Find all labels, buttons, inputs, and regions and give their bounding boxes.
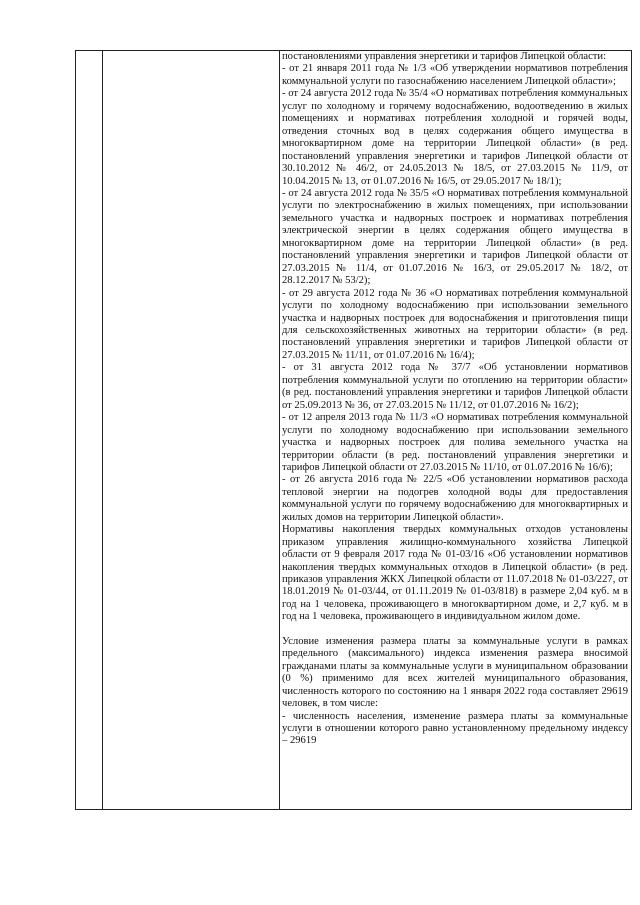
paragraph: - от 12 апреля 2013 года № 11/3 «О нормативах потребления коммунальной услуги по холодному водоснабжению при использовании земельного участка и надворных построек для полива земельного участка на территории области (в ред. постановлений управления энергетики и тарифов Липецкой области от 27.03.2015 № 11/10, от 01.07.2016 № 16/6); bbox=[282, 412, 628, 473]
paragraph: - от 26 августа 2016 года № 22/5 «Об установлении нормативов расхода тепловой энергии на подогрев холодной воды для предоставления коммунальной услуги по горячему водоснабжению для многоквартирных и жилых домов на территории Липецкой области». bbox=[282, 474, 628, 523]
column-number bbox=[76, 51, 103, 809]
paragraph: постановлениями управления энергетики и тарифов Липецкой области: bbox=[282, 51, 607, 62]
paragraph: - от 31 августа 2012 года № 37/7 «Об установлении нормативов потребления коммунальной услуги по отоплению на территории области» (в ред. постановлений управления энергетики и тарифов Липецкой области от 25.09.2013 № 36, от 27.03.2015 № 11/12, от 01.07.2016 № 16/2); bbox=[282, 362, 628, 411]
paragraph: Нормативы накопления твердых коммунальных отходов установлены приказом управления жилищно-коммунального хозяйства Липецкой области от 9 февраля 2017 года № 01-03/16 «Об установлении нормативов накопления твердых коммунальных отходов в Липецкой области» (в ред. приказов управления ЖКХ Липецкой области от 11.07.2018 № 01-03/227, от 18.01.2019 № 01-03/44, от 01.11.2019 № 01-03/818) в размере 2,04 куб. м в год на 1 человека, проживающего в многоквартирном доме, и 2,7 куб. м в год на 1 человека, проживающего в индивидуальном жилом доме. bbox=[282, 524, 628, 623]
paragraph: Условие изменения размера платы за коммунальные услуги в рамках предельного (максимального) индекса изменения размера вносимой гражданами платы за коммунальные услуги в муниципальном образовании (0 %) применимо для всех жителей муниципального образования, численность которого по состоянию на 1 января 2022 года составляет 29619 человек, в том числе: bbox=[282, 635, 628, 710]
paragraph: - численность населения, изменение размера платы за коммунальные услуги в отношении которого равно установленному предельному индексу – 29619 bbox=[282, 710, 628, 747]
spacer bbox=[282, 624, 628, 636]
column-content bbox=[282, 51, 628, 809]
paragraph: - от 21 января 2011 года № 1/3 «Об утверждении нормативов потребления коммунальной услуги по газоснабжению населением Липецкой области»; bbox=[282, 63, 628, 87]
column-name bbox=[102, 51, 280, 809]
paragraph: - от 24 августа 2012 года № 35/4 «О нормативах потребления коммунальных услуг по холодному и горячему водоснабжению, водоотведению в жилых помещениях и нормативах потребления холодной и горячей воды, отведения сточных вод в целях содержания общего имущества в многоквартирном доме на территории Липецкой области» (в ред. постановлений управления энергетики и тарифов Липецкой области от 30.10.2012 № 46/2, от 24.05.2013 № 18/5, от 27.03.2015 № 11/9, от 10.04.2015 № 13, от 01.07.2016 № 16/5, от 29.05.2017 № 18/1); bbox=[282, 88, 628, 187]
paragraph: - от 24 августа 2012 года № 35/5 «О нормативах потребления коммунальной услуги по электроснабжению в жилых помещениях, при использовании земельного участка и надворных построек и нормативах потребления электрической энергии в целях содержания общего имущества в многоквартирном доме на территории Липецкой области» (в ред. постановлений управления энергетики и тарифов Липецкой области от 27.03.2015 № 11/4, от 01.07.2016 № 16/3, от 29.05.2017 № 18/2, от 28.12.2017 № 53/2); bbox=[282, 187, 628, 287]
paragraph: - от 29 августа 2012 года № 36 «О нормативах потребления коммунальной услуги по холодному водоснабжению при использовании земельного участка и надворных построек для водоснабжения и приготовления пищи для сельскохозяйственных животных на территории области» (в ред. постановлений управления энергетики и тарифов Липецкой области от 27.03.2015 № 11/11, от 01.07.2016 № 16/4); bbox=[282, 287, 628, 361]
document-table bbox=[75, 50, 632, 810]
